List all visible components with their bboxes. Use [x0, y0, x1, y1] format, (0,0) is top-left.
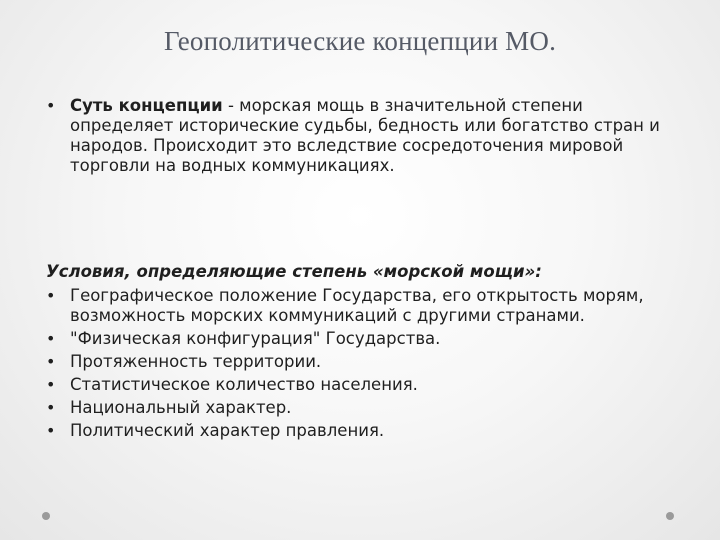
intro-lead: Суть концепции [70, 96, 223, 115]
bullet-icon: • [46, 286, 56, 305]
bullet-icon: • [46, 352, 56, 371]
condition-text: Статистическое количество населения. [70, 375, 418, 394]
list-item [46, 375, 686, 395]
bullet-icon: • [46, 375, 56, 394]
intro-body: - морская мощь в значительной степени определяет исторические судьбы, бедность или богатство стран и народов. Происходит это вследствие сосредоточения мировой торговли на водных коммуникациях. [70, 96, 660, 175]
intro-text-block [70, 96, 686, 176]
conditions-section [46, 262, 686, 444]
condition-text: "Физическая конфигурация" Государства. [70, 329, 441, 348]
conditions-heading: Условия, определяющие степень «морской мощи»: [46, 262, 542, 281]
condition-text: Протяженность территории. [70, 352, 322, 371]
intro-bullet [46, 96, 686, 176]
conditions-list [46, 286, 686, 441]
list-item [46, 398, 686, 418]
slide-title: Геополитические концепции МО. [163, 26, 557, 56]
condition-text: Политический характер правления. [70, 421, 385, 440]
list-item [46, 329, 686, 349]
bullet-icon: • [46, 421, 56, 440]
condition-text: Географическое положение Государства, его открытость морям, возможность морских коммуникаций с другими странами. [70, 286, 644, 325]
corner-dot-left-icon [42, 512, 50, 520]
bullet-icon: • [46, 398, 56, 417]
list-item [46, 352, 686, 372]
list-item [46, 286, 686, 326]
list-item [46, 421, 686, 441]
bullet-icon: • [46, 329, 56, 348]
condition-text: Национальный характер. [70, 398, 292, 417]
bullet-icon: • [46, 96, 56, 115]
intro-row [46, 96, 686, 176]
corner-dot-right-icon [666, 512, 674, 520]
